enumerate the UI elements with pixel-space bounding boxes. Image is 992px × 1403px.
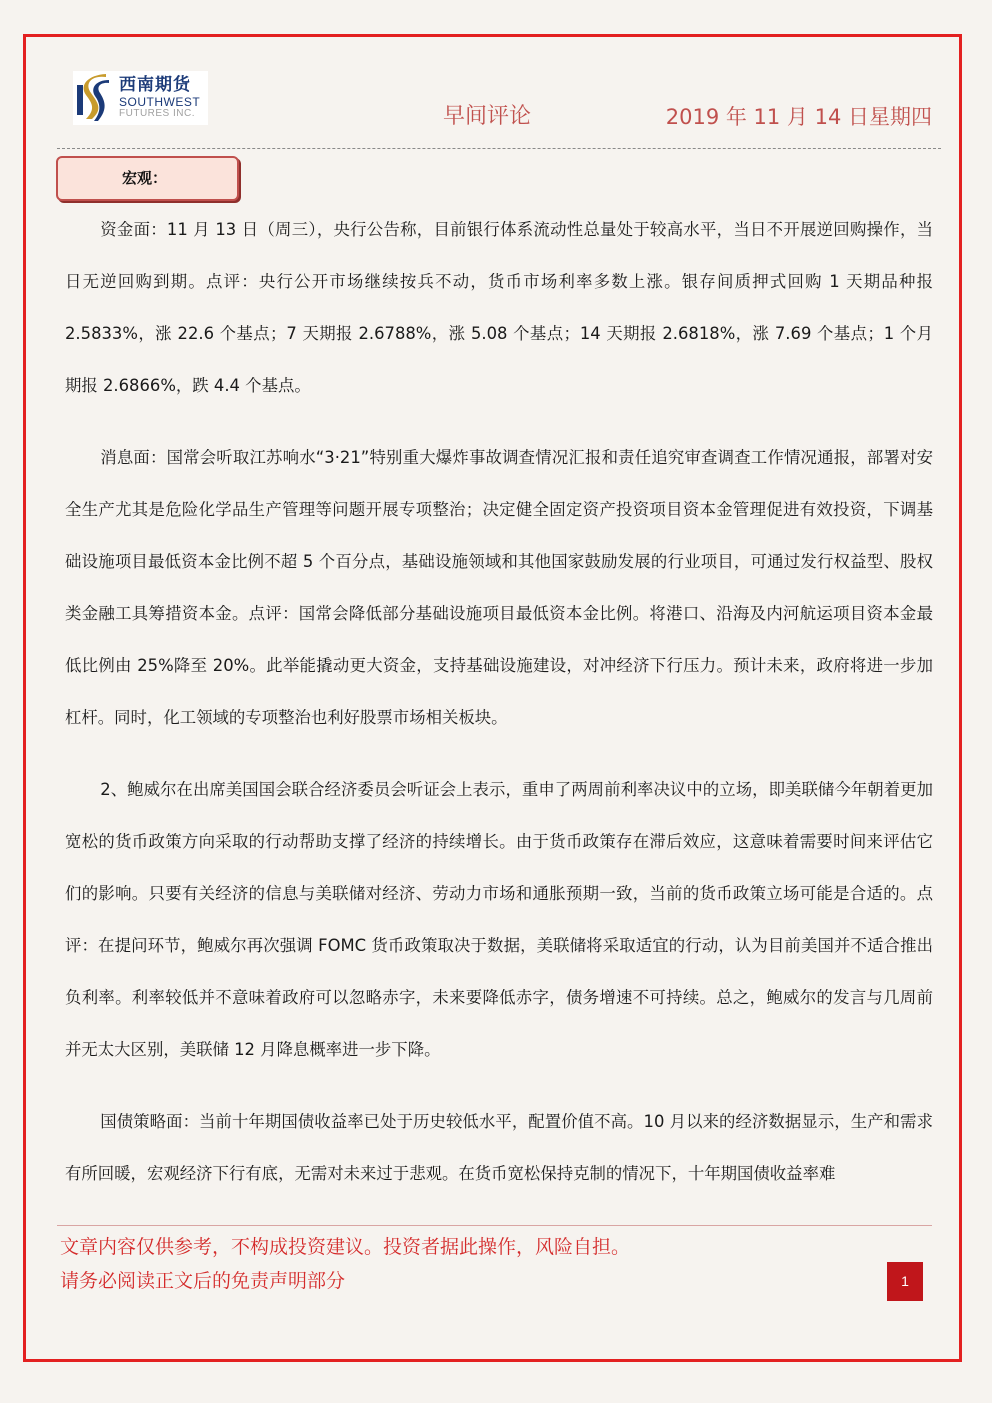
paragraph-powell: 2、鲍威尔在出席美国国会联合经济委员会听证会上表示，重申了两周前利率决议中的立场，即美联储今年朝着更加宽松的货币政策方向采取的行动帮助支撑了经济的持续增长。由于货币政策存在滞后效应，这意味着需要时间来评估它们的影响。只要有关经济的信息与美联储对经济、劳动力市场和通胀预期一致，当前的货币政策立场可能是合适的。点评：在提问环节，鲍威尔再次强调 FOMC 货币政策取决于数据，美联储将采取适宜的行动，认为目前美国并不适合推出负利率。利率较低并不意味着政府可以忽略赤字，未来要降低赤字，债务增速不可持续。总之，鲍威尔的发言与几周前并无太大区别，美联储 12 月降息概率进一步下降。 (65, 780, 933, 1059)
company-logo (73, 71, 208, 125)
page-number-badge: 1 (887, 1262, 923, 1301)
report-title: 早间评论 (443, 104, 532, 129)
paragraph-news: 消息面：国常会听取江苏响水“3·21”特别重大爆炸事故调查情况汇报和责任追究审查调查工作情况通报，部署对安全生产尤其是危险化学品生产管理等问题开展专项整治；决定健全固定资产投资项目资本金管理促进有效投资，下调基础设施项目最低资本金比例不超 5 个百分点，基础设施领域和其他国家鼓励发展的行业项目，可通过发行权益型、股权类金融工具筹措资本金。点评：国常会降低部分基础设施项目最低资本金比例。将港口、沿海及内河航运项目资本金最低比例由 25%降至 20%。此举能撬动更大资金，支持基础设施建设，对冲经济下行压力。预计未来，政府将进一步加杠杆。同时，化工领域的专项整治也利好股票市场相关板块。 (65, 448, 933, 727)
footer-disclaimer (60, 1230, 630, 1298)
logo-name-cn: 西南期货 (119, 75, 191, 95)
disclaimer-line-2: 请务必阅读正文后的免责声明部分 (60, 1270, 346, 1292)
article-body (65, 204, 933, 1186)
disclaimer-line-1: 文章内容仅供参考，不构成投资建议。投资者据此操作，风险自担。 (60, 1236, 631, 1258)
logo-mark-icon (76, 73, 112, 123)
paragraph-funding: 资金面：11 月 13 日（周三），央行公告称，目前银行体系流动性总量处于较高水平，当日不开展逆回购操作，当日无逆回购到期。点评：央行公开市场继续按兵不动，货币市场利率多数上涨。银存间质押式回购 1 天期品种报 2.5833%，涨 22.6 个基点；7 天期报 2.6788%，涨 5.08 个基点；14 天期报 2.6818%，涨 7.69 个基点；1 个月期报 2.6866%，跌 4.4 个基点。 (65, 220, 933, 395)
report-date: 2019 年 11 月 14 日星期四 (665, 105, 932, 129)
paragraph-bond-strategy: 国债策略面：当前十年期国债收益率已处于历史较低水平，配置价值不高。10 月以来的经济数据显示，生产和需求有所回暖，宏观经济下行有底，无需对未来过于悲观。在货币宽松保持克制的情况下，十年期国债收益率难 (65, 1112, 933, 1183)
section-heading-macro: 宏观： (56, 156, 239, 201)
logo-name-en: SOUTHWEST (119, 95, 201, 109)
header-divider (57, 148, 941, 149)
footer-divider (57, 1225, 932, 1226)
logo-name-en-sub: FUTURES INC. (119, 108, 195, 119)
